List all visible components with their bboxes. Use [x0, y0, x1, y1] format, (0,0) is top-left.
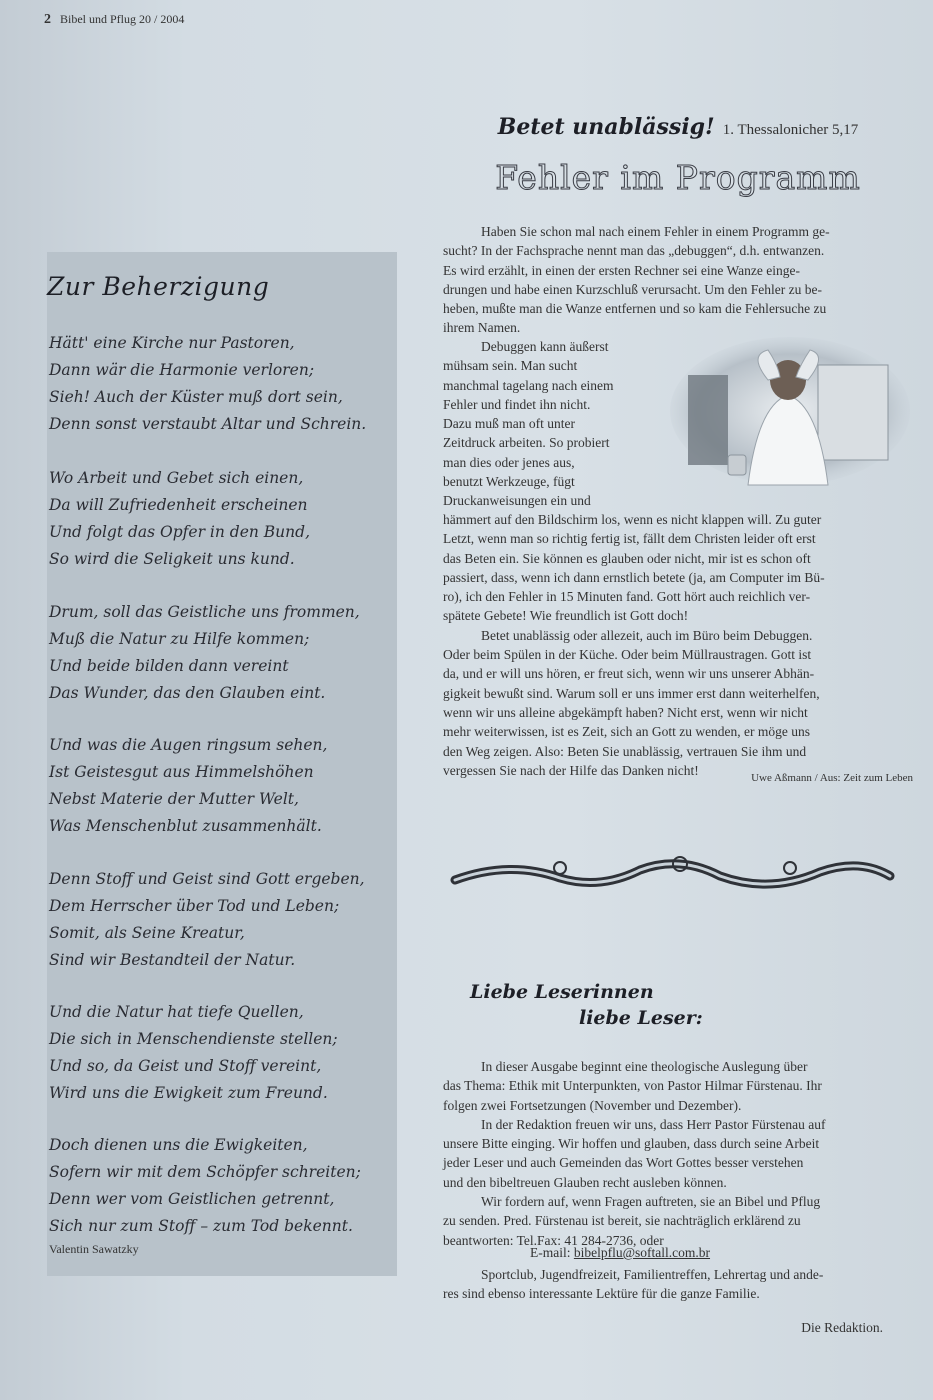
page-header	[44, 12, 184, 28]
letter-greeting-1: Liebe Leserinnen	[470, 981, 654, 1003]
poem-stanza	[49, 999, 338, 1107]
poem-stanza	[49, 330, 366, 438]
text-line: Oder beim Spülen in der Küche. Oder beim Müllraustragen. Gott ist	[443, 647, 812, 663]
poem-line: Und folgt das Opfer in den Bund,	[49, 523, 310, 541]
text-line: res sind ebenso interessante Lektüre für die ganze Familie.	[443, 1286, 760, 1302]
poem-line: Und so, da Geist und Stoff vereint,	[49, 1057, 322, 1075]
poem-stanza	[49, 866, 365, 974]
text-line: beantworten: Tel.Fax: 41 284-2736, oder	[443, 1232, 664, 1248]
poem-line: Was Menschenblut zusammenhält.	[49, 817, 322, 835]
poem-line: Drum, soll das Geistliche uns frommen,	[49, 603, 360, 621]
text-line: Zeitdruck arbeiten. So probiert	[443, 435, 610, 451]
text-line: das Beten ein. Sie können es glauben oder nicht, mir ist es schon oft	[443, 550, 811, 566]
text-line: wenn wir uns alleine abgekämpft haben? Nicht erst, wenn wir nicht	[443, 704, 808, 720]
text-line: sucht? In der Fachsprache nennt man das „debuggen“, d.h. entwanzen.	[443, 243, 825, 259]
text-line: jeder Leser und auch Gemeinden das Wort Gottes besser verstehen	[443, 1155, 804, 1171]
article-wrap-text	[443, 337, 663, 511]
poem-line: Denn sonst verstaubt Altar und Schrein.	[49, 415, 367, 433]
poem-line: Denn wer vom Geistlichen getrennt,	[49, 1190, 335, 1208]
text-line: heben, mußte man die Wanze entfernen und so kam die Fehlersuche zu	[443, 301, 827, 317]
text-line: hämmert auf den Bildschirm los, wenn es nicht klappen will. Zu guter	[443, 512, 822, 527]
text-line: drungen und habe einen Kurzschluß verursacht. Um den Fehler zu be-	[443, 281, 822, 297]
poem-line: Dem Herrscher über Tod und Leben;	[49, 897, 340, 915]
text-line: manchmal tagelang nach einem	[443, 377, 614, 393]
text-line: ihrem Namen.	[443, 320, 521, 336]
poem-line: Somit, als Seine Kreatur,	[49, 924, 245, 942]
article-body	[443, 510, 913, 780]
text-line: Dazu muß man oft unter	[443, 416, 575, 432]
poem-line: Das Wunder, das den Glauben eint.	[49, 684, 326, 702]
text-line: Fehler und findet ihn nicht.	[443, 396, 591, 412]
text-line: man dies oder jenes aus,	[443, 454, 575, 470]
text-line: da, und er will uns hören, er freut sich, wenn wir uns unserer Abhän-	[443, 666, 815, 682]
poem-stanza	[49, 465, 310, 573]
article-intro	[443, 222, 913, 338]
poem-line: Und die Natur hat tiefe Quellen,	[49, 1003, 304, 1021]
email-link[interactable]: bibelpflu@softall.com.br	[573, 1245, 711, 1260]
poem-line: Muß die Natur zu Hilfe kommen;	[49, 630, 310, 648]
poem-line: Die sich in Menschendienste stellen;	[49, 1030, 338, 1048]
letter-signoff: Die Redaktion.	[801, 1320, 883, 1335]
poem-stanza	[49, 599, 360, 707]
programmer-photo	[668, 335, 912, 487]
text-line: das Thema: Ethik mit Unterpunkten, von Pastor Hilmar Fürstenau. Ihr	[443, 1078, 822, 1094]
text-line: passiert, dass, wenn ich dann ernstlich betete (ja, am Computer im Bü-	[443, 569, 825, 585]
poem-line: Und was die Augen ringsum sehen,	[49, 736, 328, 754]
text-line: Wir fordern auf, wenn Fragen auftreten, sie an Bibel und Pflug	[481, 1194, 821, 1210]
text-line: Letzt, wenn man so richtig fertig ist, fällt dem Christen leider oft erst	[443, 531, 816, 547]
poem-line: Sieh! Auch der Küster muß dort sein,	[49, 388, 343, 406]
text-line: vergessen Sie nach der Hilfe das Danken nicht!	[443, 762, 699, 778]
poem-line: Sich nur zum Stoff – zum Tod bekennt.	[49, 1217, 353, 1235]
poem-line: Dann wär die Harmonie verloren;	[49, 361, 315, 379]
verse-reference: 1. Thessalonicher 5,17	[722, 122, 859, 138]
text-line: gigkeit bewußt sind. Warum soll er uns immer erst dann weiterhelfen,	[443, 685, 820, 701]
poem-author: Valentin Sawatzky	[49, 1242, 139, 1256]
decorative-divider	[450, 850, 896, 898]
poem-line: Da will Zufriedenheit erscheinen	[49, 496, 308, 514]
publication-name: Bibel und Pflug 20 / 2004	[60, 12, 185, 26]
poem-line: Ist Geistesgut aus Himmelshöhen	[49, 763, 314, 781]
poem-line: Und beide bilden dann vereint	[49, 657, 289, 675]
text-line: benutzt Werkzeuge, fügt	[443, 474, 575, 490]
poem-line: So wird die Seligkeit uns kund.	[49, 550, 295, 568]
text-line: Sportclub, Jugendfreizeit, Familientreffen, Lehrertag und ande-	[481, 1267, 824, 1282]
poem-title: Zur Beherzigung	[47, 272, 270, 301]
letter-body	[443, 1057, 903, 1250]
letter-closing	[443, 1265, 903, 1304]
poem-line: Wo Arbeit und Gebet sich einen,	[49, 469, 304, 487]
poem-line: Sind wir Bestandteil der Natur.	[49, 951, 296, 969]
text-line: In der Redaktion freuen wir uns, dass Herr Pastor Fürstenau auf	[481, 1116, 826, 1132]
poem-stanza	[49, 732, 327, 840]
text-line: den Weg zeigen. Also: Beten Sie unablässig, vertrauen Sie ihm und	[443, 743, 807, 759]
text-line: unsere Bitte einging. Wir hoffen und glauben, dass durch seine Arbeit	[443, 1136, 820, 1152]
email-line	[530, 1245, 710, 1261]
text-line: In dieser Ausgabe beginnt eine theologische Auslegung über	[481, 1059, 808, 1074]
letter-greeting-2: liebe Leser:	[579, 1007, 703, 1029]
article-credit: Uwe Aßmann / Aus: Zeit zum Leben	[751, 772, 913, 784]
poem-box	[47, 252, 397, 1276]
page-number: 2	[44, 12, 51, 27]
text-line: mühsam sein. Man sucht	[443, 358, 578, 374]
text-line: ro), ich den Fehler in 15 Minuten fand. Gott hört auch reichlich ver-	[443, 589, 811, 605]
poem-stanza	[49, 1132, 361, 1240]
poem-line: Doch dienen uns die Ewigkeiten,	[49, 1136, 308, 1154]
text-line: Druckanweisungen ein und	[443, 493, 591, 509]
poem-line: Sofern wir mit dem Schöpfer schreiten;	[49, 1163, 361, 1181]
text-line: mehr weiterwissen, ist es Zeit, sich an Gott zu wenden, er möge uns	[443, 724, 811, 740]
verse-heading	[443, 114, 913, 140]
text-line: Es wird erzählt, in einen der ersten Rechner sei eine Wanze einge-	[443, 262, 801, 278]
verse-title: Betet unablässig!	[497, 114, 715, 140]
text-line: zu senden. Pred. Fürstenau ist bereit, sie nachträglich erklärend zu	[443, 1213, 801, 1229]
text-line: Debuggen kann äußerst	[481, 339, 609, 354]
text-line: und den bibeltreuen Glauben recht ausleben können.	[443, 1174, 727, 1190]
text-line: Betet unablässig oder allezeit, auch im Büro beim Debuggen.	[481, 627, 813, 643]
text-line: spätete Gebete! Wie freundlich ist Gott doch!	[443, 608, 689, 624]
poem-line: Denn Stoff und Geist sind Gott ergeben,	[49, 870, 365, 888]
text-line: Haben Sie schon mal nach einem Fehler in einem Programm ge-	[481, 224, 830, 239]
text-line: folgen zwei Fortsetzungen (November und Dezember).	[443, 1097, 742, 1113]
poem-line: Nebst Materie der Mutter Welt,	[49, 790, 299, 808]
poem-line: Wird uns die Ewigkeit zum Freund.	[49, 1084, 328, 1102]
poem-line: Hätt' eine Kirche nur Pastoren,	[49, 334, 295, 352]
email-label: E-mail:	[530, 1245, 574, 1260]
article-title: Fehler im Programm	[495, 158, 861, 197]
